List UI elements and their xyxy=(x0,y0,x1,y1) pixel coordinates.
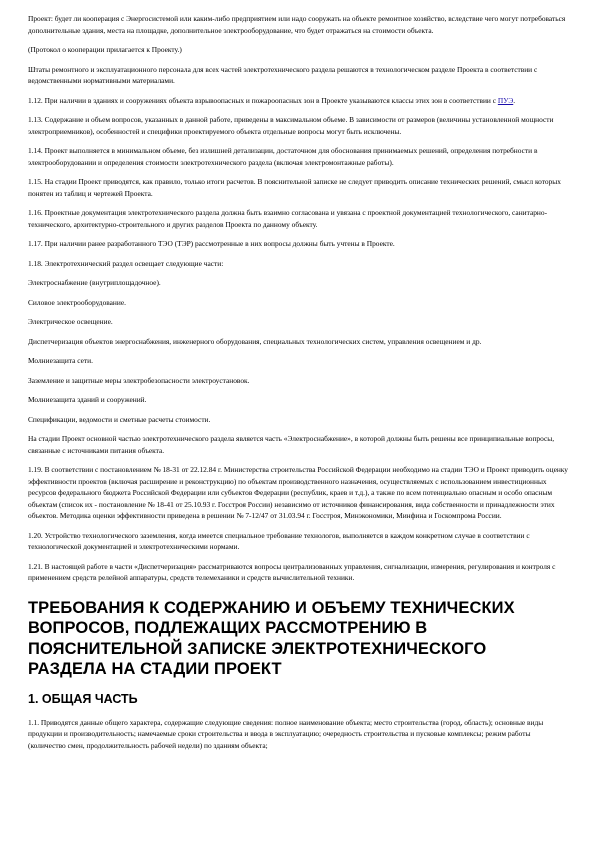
list-item: Молниезащита сети. xyxy=(28,356,93,365)
document-page xyxy=(28,13,568,759)
list-item: Молниезащита зданий и сооружений. xyxy=(28,395,147,404)
paragraph: (Протокол о кооперации прилагается к Проекту.) xyxy=(28,45,182,54)
paragraph-text: 1.12. При наличии в зданиях и сооружениях объекта взрывоопасных и пожароопасных зон в Проекте указываются классы этих зон в соответствии с xyxy=(28,95,498,105)
list-item: Заземление и защитные меры электробезопасности электроустановок. xyxy=(28,375,250,385)
pue-link[interactable]: ПУЭ xyxy=(497,95,514,105)
paragraph: 1.16. Проектные документация электротехнического раздела должна быть взаимно согласована и увязана с проектной документацией технологического, санитарно-технического, архитектурно-строительного и других разделов Проекта по данному объекту. xyxy=(28,208,548,229)
paragraph: 1.20. Устройство технологического заземления, когда имеется специальное требование технологов, выполняется в каждом конкретном случае в соответствии с технологической документацией и электротехническими нормами. xyxy=(28,530,530,551)
paragraph-1-12 xyxy=(28,95,568,107)
paragraph: Штаты ремонтного и эксплуатационного персонала для всех частей электротехнического раздела решаются в технологическом разделе Проекта в соответствии с ведомственными нормативными материалами. xyxy=(28,64,538,85)
paragraph: 1.21. В настоящей работе в части «Диспетчеризация» рассматриваются вопросы централизованных управления, сигнализации, измерения, регулирования и контроля с применением средств релейной аппаратуры, средств телемеханики и средств вычислительной техники. xyxy=(28,561,556,582)
paragraph: 1.19. В соответствии с постановлением № 18-31 от 22.12.84 г. Министерства строительства Российской Федерации необходимо на стадии ТЭО и Проект приводить оценку эффективности проектов (включая расширение и реконструкцию) по объектам производственного назначения, осуществляемых с использованием инвестиционных ресурсов федерального бюджета Российской Федерации или субъектов Федерации (республик, краев и т.д.), а также по всем потенциально опасным и особо опасным объектам (список их - постановление № 18-41 от 25.10.93 г. Госстроя России) независимо от источников финансирования, вида собственности и принадлежности этих объектов. Методика оценки эффективности приведена в решении № 7-12/47 от 31.03.94 г. Госстроя, Минэкономики, Минфина и Госкомпрома России. xyxy=(28,465,568,520)
section-heading: ТРЕБОВАНИЯ К СОДЕРЖАНИЮ И ОБЪЕМУ ТЕХНИЧЕСКИХ ВОПРОСОВ, ПОДЛЕЖАЩИХ РАССМОТРЕНИЮ В ПОЯСНИТЕЛЬНОЙ ЗАПИСКЕ ЭЛЕКТРОТЕХНИЧЕСКОГО РАЗДЕЛА НА СТАДИИ ПРОЕКТ xyxy=(28,598,515,678)
paragraph: 1.17. При наличии ранее разработанного ТЭО (ТЭР) рассмотренные в них вопросы должны быть учтены в Проекте. xyxy=(28,239,395,248)
list-item: Диспетчеризация объектов энергоснабжения, инженерного оборудования, специальных технологических систем, управления освещением и др. xyxy=(28,336,482,346)
paragraph: 1.14. Проект выполняется в минимальном объеме, без излишней детализации, достаточном для обоснования принимаемых решений, определения потребности в электрооборудовании и определения стоимости электротехнического раздела (включая электромонтажные работы). xyxy=(28,146,538,167)
paragraph-text: . xyxy=(513,95,516,105)
list-item: Спецификации, ведомости и сметные расчеты стоимости. xyxy=(28,414,211,424)
paragraph: 1.13. Содержание и объем вопросов, указанных в данной работе, приведены в максимальном объеме. В зависимости от размеров (величины установленной мощности электроприемников), особенностей и специфики проектируемого объекта отдельные вопросы могут быть исключены. xyxy=(28,115,554,136)
paragraph: Проект: будет ли кооперация с Энергосистемой или каким-либо предприятием или надо сооружать на объекте ремонтное хозяйство, вследствие чего могут потребоваться дополнительные здания, места на площадке, дополнительное электрооборудование, что будет отражаться на стоимости объекта. xyxy=(28,14,566,35)
paragraph: 1.18. Электротехнический раздел освещает следующие части: xyxy=(28,258,224,268)
paragraph: На стадии Проект основной частью электротехнического раздела является часть «Электроснабжение», в которой должны быть решены все принципиальные вопросы, связанные с источниками питания объекта. xyxy=(28,434,555,455)
list-item: Силовое электрооборудование. xyxy=(28,297,126,307)
list-item: Электрическое освещение. xyxy=(28,317,113,326)
paragraph: 1.15. На стадии Проект приводятся, как правило, только итоги расчетов. В пояснительной записке не следует приводить описание технических решений, смысл которых понятен из таблиц и чертежей Проекта. xyxy=(28,177,561,198)
paragraph: 1.1. Приводятся данные общего характера, содержащие следующие сведения: полное наименование объекта; место строительства (город, область); основные виды продукции и производительность; намечаемые сроки строительства и ввода в эксплуатацию; очередность строительства и пусковые комплексы; режим работы (количество смен, продолжительность рабочей недели) по зданиям объекта; xyxy=(28,717,544,750)
list-item: Электроснабжение (внутриплощадочное). xyxy=(28,278,161,287)
subsection-heading: 1. ОБЩАЯ ЧАСТЬ xyxy=(28,691,138,706)
